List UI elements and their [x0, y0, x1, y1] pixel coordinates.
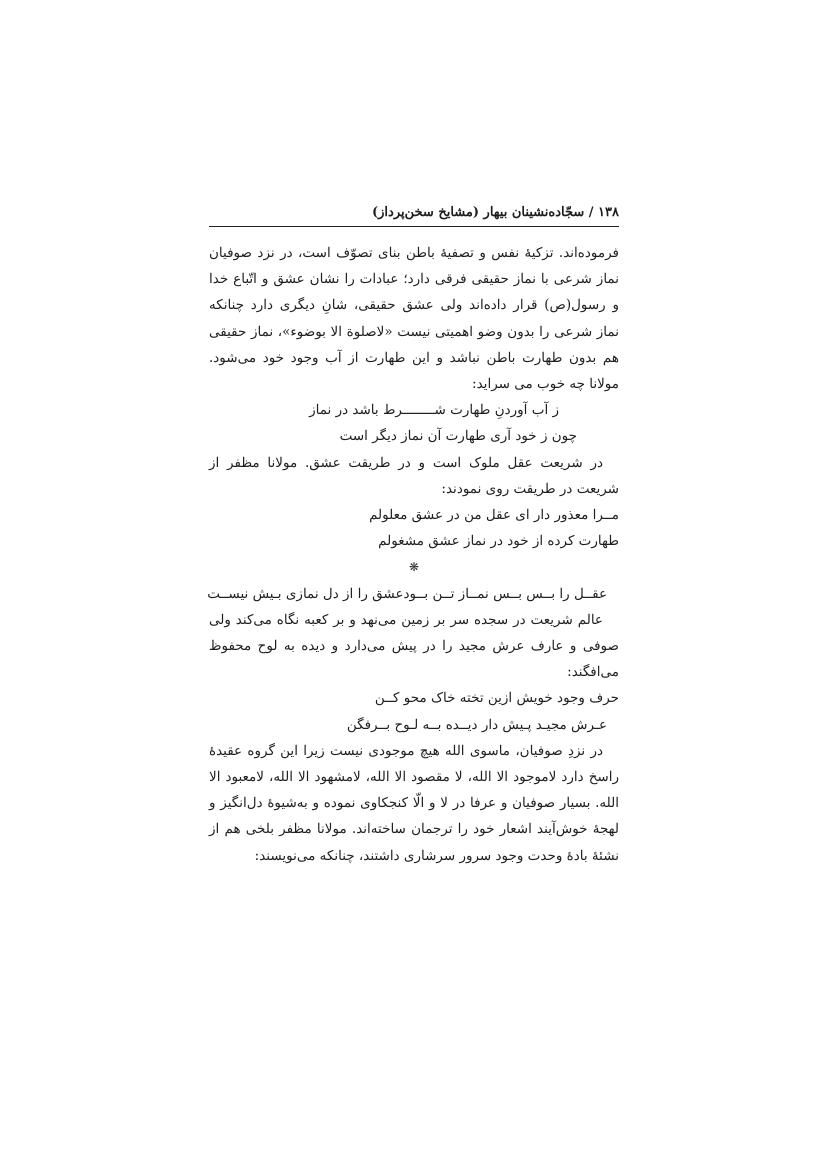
verse-line-4: طهارت کرده از خود در نماز عشق مشغولم — [378, 533, 619, 550]
verse-line-2: چون ز خود آری طهارت آن نماز دیگر است — [339, 428, 577, 445]
paragraph-1: فرموده‌اند. تزکیهٔ نفس و تصفیهٔ باطن بنای تصوّف است، در نزد صوفیان نماز شرعی با نماز حقیقی فرقی دارد؛ عبادات را نشان عشق و اتّباع خدا و رسول(ص) قرار داده‌اند ولی عشق حقیقی، شانِ دیگری دارد چنانکه نماز شرعی را بدون وضو اهمیتی نیست «لاصلوة الا بوضوء»، نماز حقیقی هم بدون طهارت باطن نباشد و این طهارت از آب وجود خود می‌شود. مولانا چه خوب می سراید: — [209, 245, 619, 393]
running-header: ۱۳۸ / سجّاده‌نشینان بیهار (مشایخ سخن‌پرداز) — [209, 202, 619, 227]
verse-couplet — [209, 581, 619, 607]
verse-line-3: مــرا معذور دار ای عقل من در عشق معلولم — [369, 507, 619, 523]
verse-line-1: ز آب آوردنِ طهارت شــــــــرط باشد در نماز — [309, 402, 559, 419]
paragraph-3: عالم شریعت در سجده سر بر زمین می‌نهد و بر کعبه نگاه می‌کند ولی صوفی و عارف عرش مجید را در پیش می‌دارد و دیده به لوح محفوظ می‌افگند: — [209, 611, 619, 681]
hemistich-right: عقــل را بــس بــس نمــاز تــن بــود — [403, 585, 607, 602]
verse-line-6: عـرش مجیـد پـیش دار دیــده بــه لـوح بــرفگن — [346, 716, 607, 733]
paragraph-2: در شریعت عقل ملوک است و در طریقت عشق. مولانا مظفر از شریعت در طریقت روی نمودند: — [209, 454, 619, 497]
hemistich-left: عشق را از دل نمازی بـیش نیســت — [207, 585, 404, 602]
paragraph-4: در نزدِ صوفیان، ماسوی الله هیچ موجودی نیست زیرا این گروه عقیدهٔ راسخ دارد لاموجود الا الله، لا مقصود الا الله، لامشهود الا الله، لامعبود الا الله. بسیار صوفیان و عرفا در لا و الّا کنجکاوی نموده و به‌شیوهٔ دل‌انگیز و لهجهٔ خوش‌آیند اشعار خود را ترجمان ساخته‌اند. مولانا مظفر بلخی هم از نشئهٔ بادهٔ وحدت وجود سرور سرشاری داشتند، چنانکه می‌نویسند: — [209, 742, 619, 864]
section-separator: ❋ — [408, 560, 420, 575]
verse-line-5: حرف وجود خویش ازین تخته خاک محو کــن — [374, 690, 619, 707]
page-body — [209, 240, 619, 869]
